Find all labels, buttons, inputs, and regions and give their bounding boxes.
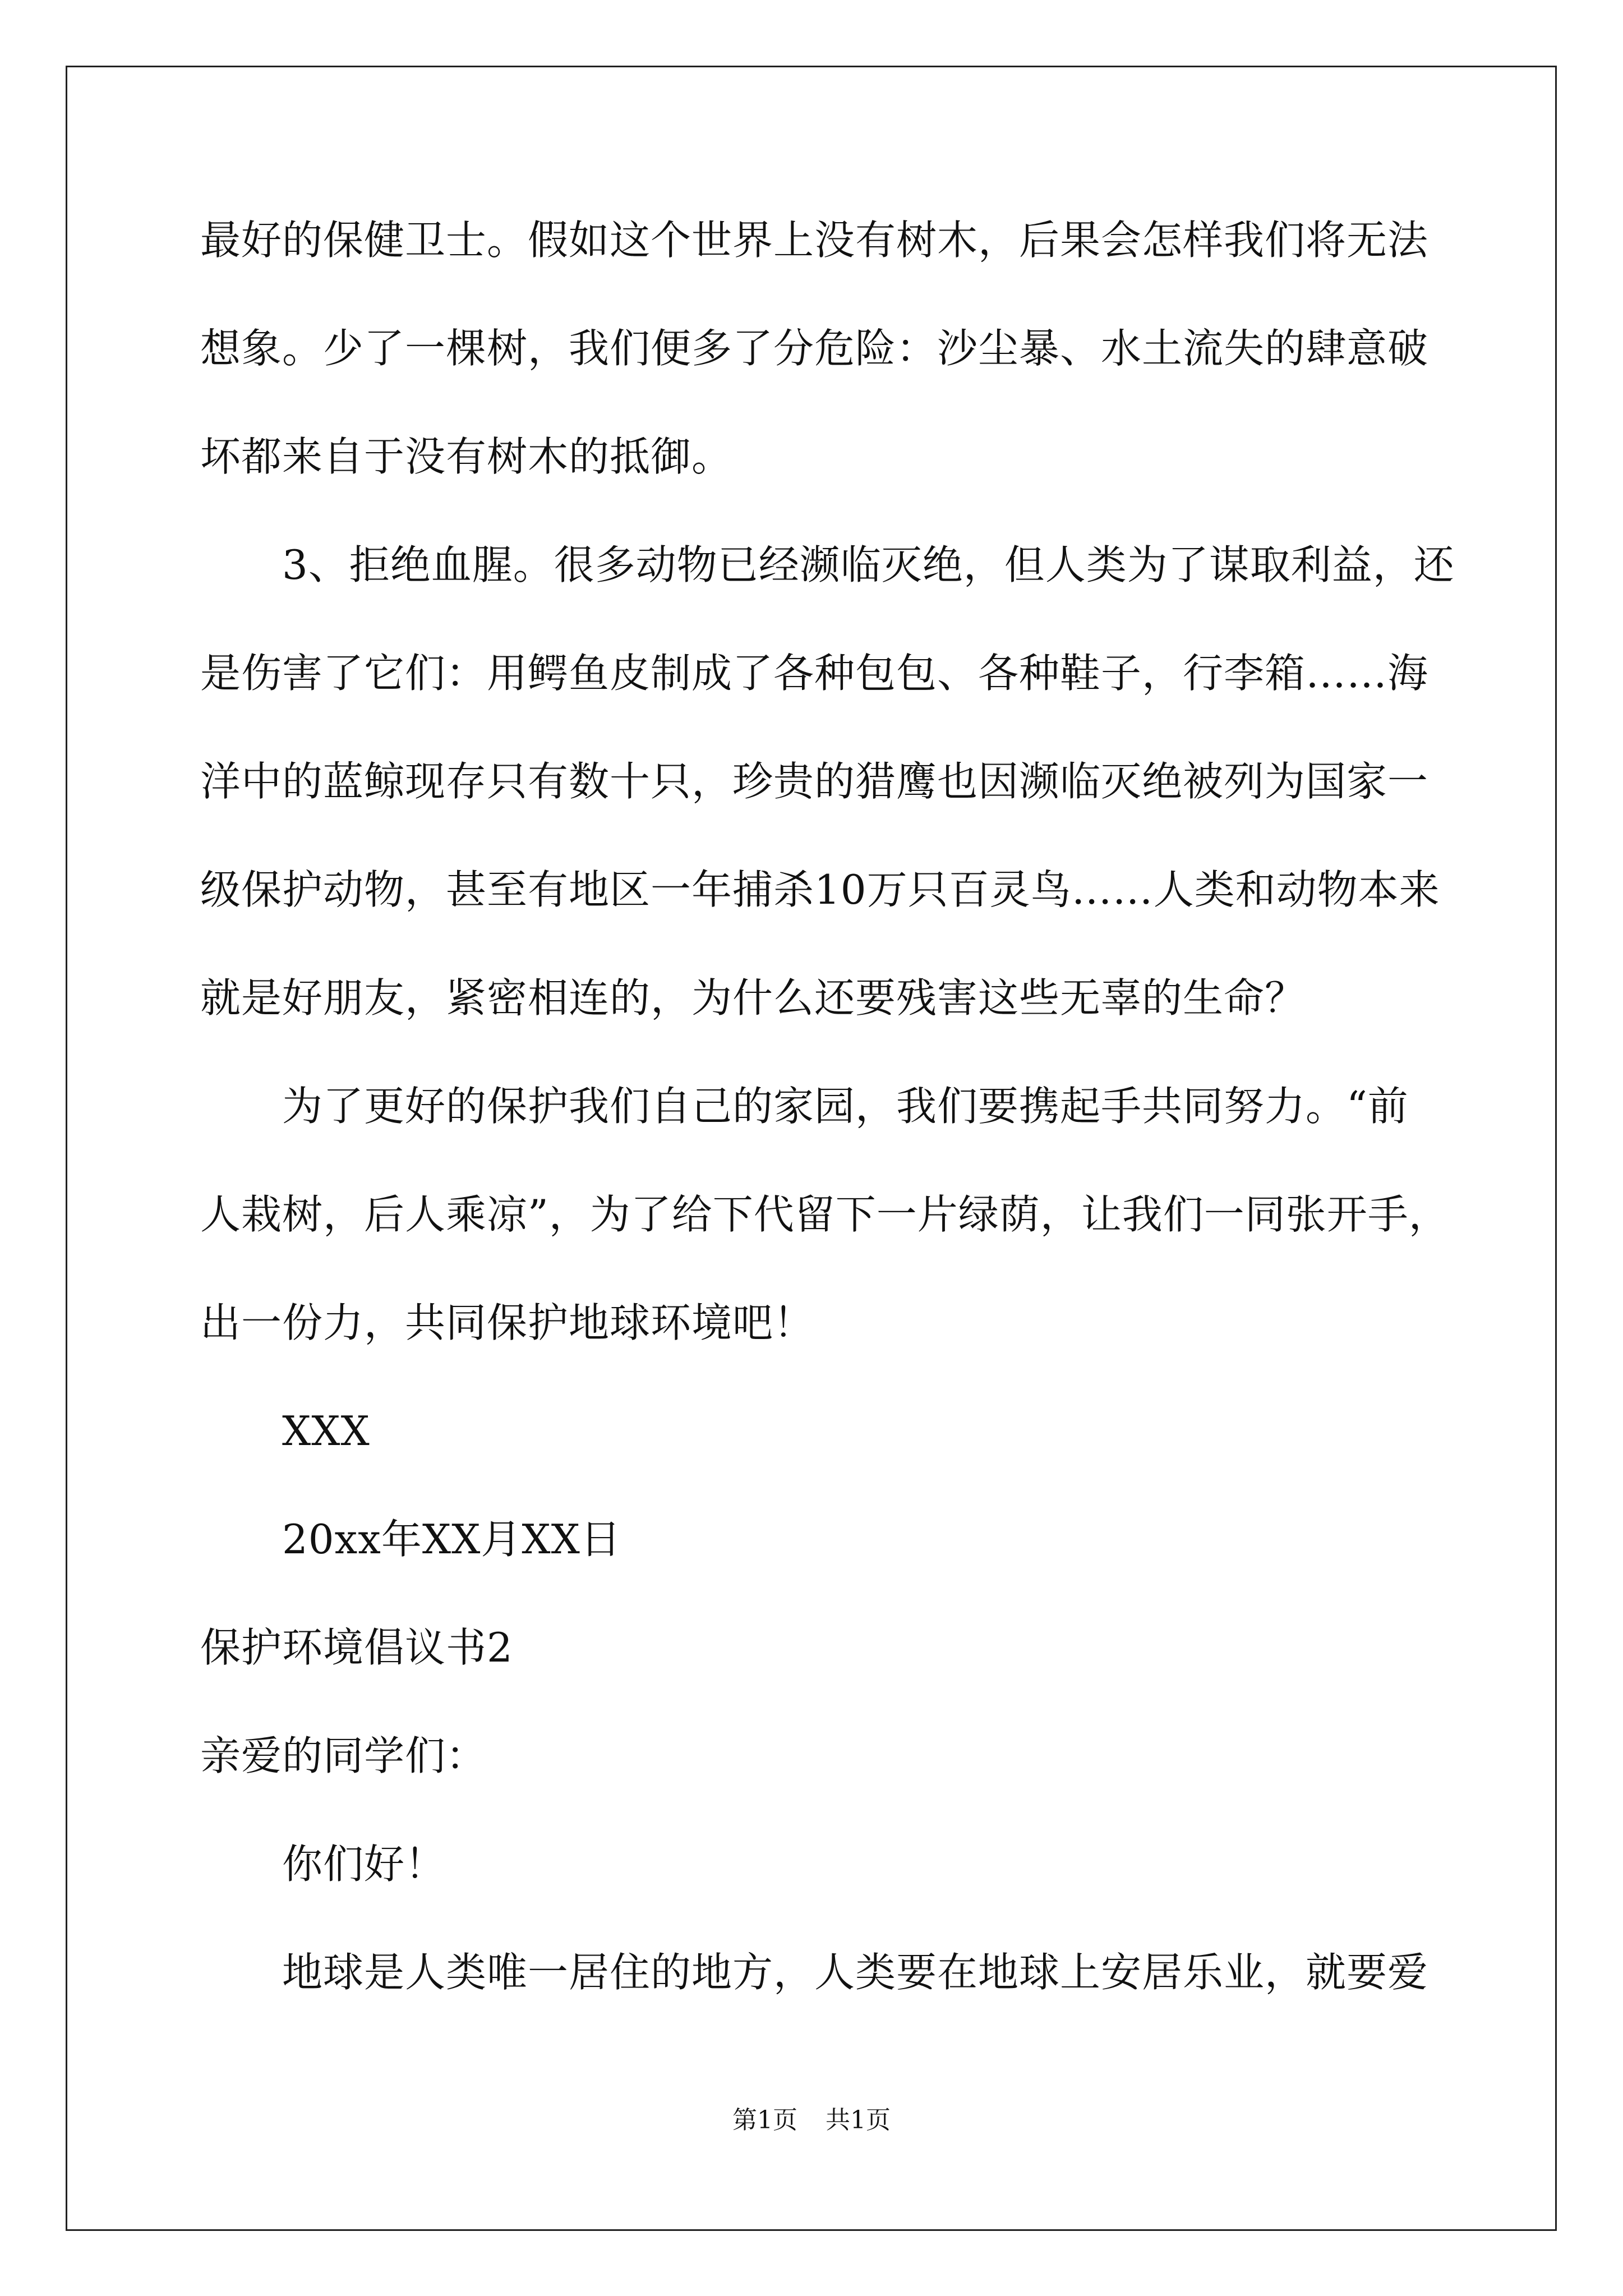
- signature-date: 20xx年XX月XX日: [282, 1516, 621, 1563]
- text-line: 洋中的蓝鲸现存只有数十只，珍贵的猎鹰也因濒临灭绝被列为国家一: [200, 758, 1429, 805]
- page-total: 共1页: [826, 2106, 891, 2134]
- document-body: [200, 213, 1456, 2054]
- text-line: 级保护动物，甚至有地区一年捕杀10万只百灵鸟……人类和动物本来: [200, 866, 1440, 913]
- page-number: 第1页: [732, 2106, 797, 2134]
- paragraph-start-line: 为了更好的保护我们自己的家园，我们要携起手共同努力。“前: [282, 1083, 1409, 1130]
- signature-name: XXX: [282, 1407, 370, 1455]
- text-line: 就是好朋友，紧密相连的，为什么还要残害这些无辜的生命？: [200, 974, 1306, 1022]
- greeting: 你们好！: [282, 1841, 446, 1888]
- text-line: 最好的保健卫士。假如这个世界上没有树木，后果会怎样我们将无法: [200, 217, 1429, 264]
- text-line: 是伤害了它们：用鳄鱼皮制成了各种包包、各种鞋子，行李箱……海: [200, 650, 1429, 697]
- text-line: 坏都来自于没有树木的抵御。: [200, 433, 733, 480]
- text-line: 出一份力，共同保护地球环境吧！: [200, 1299, 815, 1346]
- salutation: 亲爱的同学们：: [200, 1732, 487, 1779]
- page-footer: [0, 2104, 1623, 2137]
- section-title: 保护环境倡议书2: [200, 1624, 513, 1671]
- paragraph-start-line: 3、拒绝血腥。很多动物已经濒临灭绝，但人类为了谋取利益，还: [282, 541, 1455, 588]
- paragraph-start-line: 地球是人类唯一居住的地方，人类要在地球上安居乐业，就要爱: [282, 1949, 1429, 1996]
- text-line: 想象。少了一棵树，我们便多了分危险：沙尘暴、水土流失的肆意破: [200, 325, 1429, 372]
- text-line: 人栽树，后人乘凉”，为了给下代留下一片绿荫，让我们一同张开手，: [200, 1191, 1450, 1238]
